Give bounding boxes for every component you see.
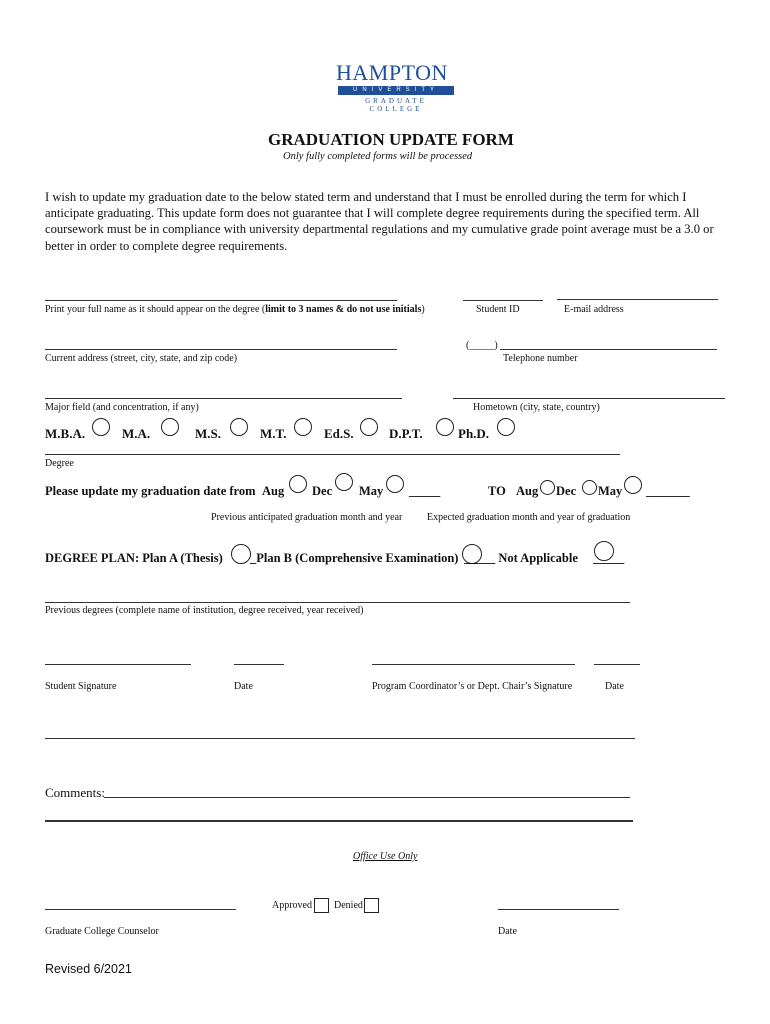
counselor-signature-field[interactable] — [45, 909, 236, 910]
hampton-logo-wordmark: HAMPTON — [336, 60, 448, 85]
degree-option-dpt: D.P.T. — [389, 426, 423, 441]
to-month-aug: Aug — [516, 484, 539, 498]
from-month-dec: Dec — [312, 484, 333, 498]
degree-option-mt: M.T. — [260, 426, 287, 441]
to-month-dec: Dec — [556, 484, 577, 498]
student-date-field[interactable] — [234, 664, 284, 665]
major-field[interactable] — [45, 398, 402, 399]
degree-option-eds: Ed.S. — [324, 426, 354, 441]
degree-field[interactable] — [45, 454, 620, 455]
mba-radio[interactable] — [92, 418, 110, 436]
revised-date: Revised 6/2021 — [45, 962, 132, 976]
graduation-update-prompt: Please update my graduation date from — [45, 484, 256, 498]
to-label: TO — [488, 484, 506, 498]
from-dec-radio[interactable] — [335, 473, 353, 491]
phone-area-code: (_____) — [466, 340, 498, 351]
coordinator-date-label: Date — [605, 681, 624, 692]
ma-radio[interactable] — [161, 418, 179, 436]
eds-radio[interactable] — [360, 418, 378, 436]
full-name-label: Print your full name as it should appear on the degree (limit to 3 names & do not use initials) — [45, 304, 425, 315]
graduate-college-logo-text: GRADUATE COLLEGE — [365, 97, 427, 113]
degree-option-ms: M.S. — [195, 426, 221, 441]
email-label: E-mail address — [564, 304, 624, 315]
coordinator-signature-label: Program Coordinator’s or Dept. Chair’s Signature — [372, 681, 573, 692]
counselor-date-label: Date — [498, 926, 517, 937]
student-signature-field[interactable] — [45, 664, 191, 665]
denied-label: Denied — [334, 900, 363, 911]
denied-checkbox[interactable] — [364, 898, 379, 913]
hometown-label: Hometown (city, state, country) — [473, 402, 600, 413]
not-applicable-label: _____ Not Applicable — [464, 551, 578, 565]
previous-graduation-label: Previous anticipated graduation month and year — [211, 512, 403, 523]
email-field[interactable] — [557, 299, 718, 300]
approved-checkbox[interactable] — [314, 898, 329, 913]
from-year-blank[interactable]: _____ — [409, 484, 441, 498]
counselor-date-field[interactable] — [498, 909, 619, 910]
to-aug-radio[interactable] — [540, 480, 555, 495]
degree-plan-b-label: _Plan B (Comprehensive Examination) — [250, 551, 459, 565]
degree-label: Degree — [45, 458, 74, 469]
dpt-radio[interactable] — [436, 418, 454, 436]
phone-field[interactable] — [500, 349, 717, 350]
degree-option-ma: M.A. — [122, 426, 151, 441]
form-subtitle: Only fully completed forms will be processed — [283, 151, 473, 162]
comments-field[interactable] — [104, 797, 630, 798]
from-month-aug: Aug — [262, 484, 285, 498]
from-aug-radio[interactable] — [289, 475, 307, 493]
phone-label: Telephone number — [503, 353, 578, 364]
address-label: Current address (street, city, state, and zip code) — [45, 353, 238, 364]
student-date-label: Date — [234, 681, 253, 692]
ms-radio[interactable] — [230, 418, 248, 436]
approved-label: Approved — [272, 900, 312, 911]
intro-paragraph: I wish to update my graduation date to the below stated term and understand that I must be enrolled during the term for which I anticipate graduating. This update form does not guarantee that I will complete degree requirements during the specified term. All coursework must be in compliance with university departmental regulations and my cumulative grade point average must be a 3.0 or better in order to complete degree requirements. — [45, 190, 714, 253]
student-id-field[interactable] — [463, 300, 543, 301]
office-use-title: Office Use Only — [353, 851, 418, 862]
previous-degrees-field[interactable] — [45, 602, 630, 603]
student-id-label: Student ID — [476, 304, 520, 315]
student-signature-label: Student Signature — [45, 681, 117, 692]
separator-line — [45, 738, 635, 739]
degree-option-mba: M.B.A. — [45, 426, 86, 441]
to-dec-radio[interactable] — [582, 480, 597, 495]
coordinator-signature-field[interactable] — [372, 664, 575, 665]
address-field[interactable] — [45, 349, 397, 350]
previous-degrees-label: Previous degrees (complete name of institution, degree received, year received) — [45, 605, 364, 616]
plan-a-radio[interactable] — [231, 544, 251, 564]
degree-option-phd: Ph.D. — [458, 426, 490, 441]
university-logo-bar: UNIVERSITY — [338, 86, 454, 95]
form-title: GRADUATION UPDATE FORM — [268, 130, 514, 149]
office-divider — [45, 820, 633, 822]
full-name-field[interactable] — [45, 300, 397, 301]
counselor-label: Graduate College Counselor — [45, 926, 159, 937]
major-label: Major field (and concentration, if any) — [45, 402, 199, 413]
expected-graduation-label: Expected graduation month and year of graduation — [427, 512, 631, 523]
phd-radio[interactable] — [497, 418, 515, 436]
comments-label: Comments: — [45, 785, 105, 800]
from-month-may: May — [359, 484, 384, 498]
hometown-field[interactable] — [453, 398, 725, 399]
to-may-radio[interactable] — [624, 476, 642, 494]
to-month-may: May — [598, 484, 623, 498]
from-may-radio[interactable] — [386, 475, 404, 493]
plan-end-blank: _____ — [593, 551, 625, 565]
to-year-blank[interactable]: _______ — [646, 484, 690, 498]
coordinator-date-field[interactable] — [594, 664, 640, 665]
mt-radio[interactable] — [294, 418, 312, 436]
degree-plan-a-label: DEGREE PLAN: Plan A (Thesis) — [45, 551, 223, 565]
